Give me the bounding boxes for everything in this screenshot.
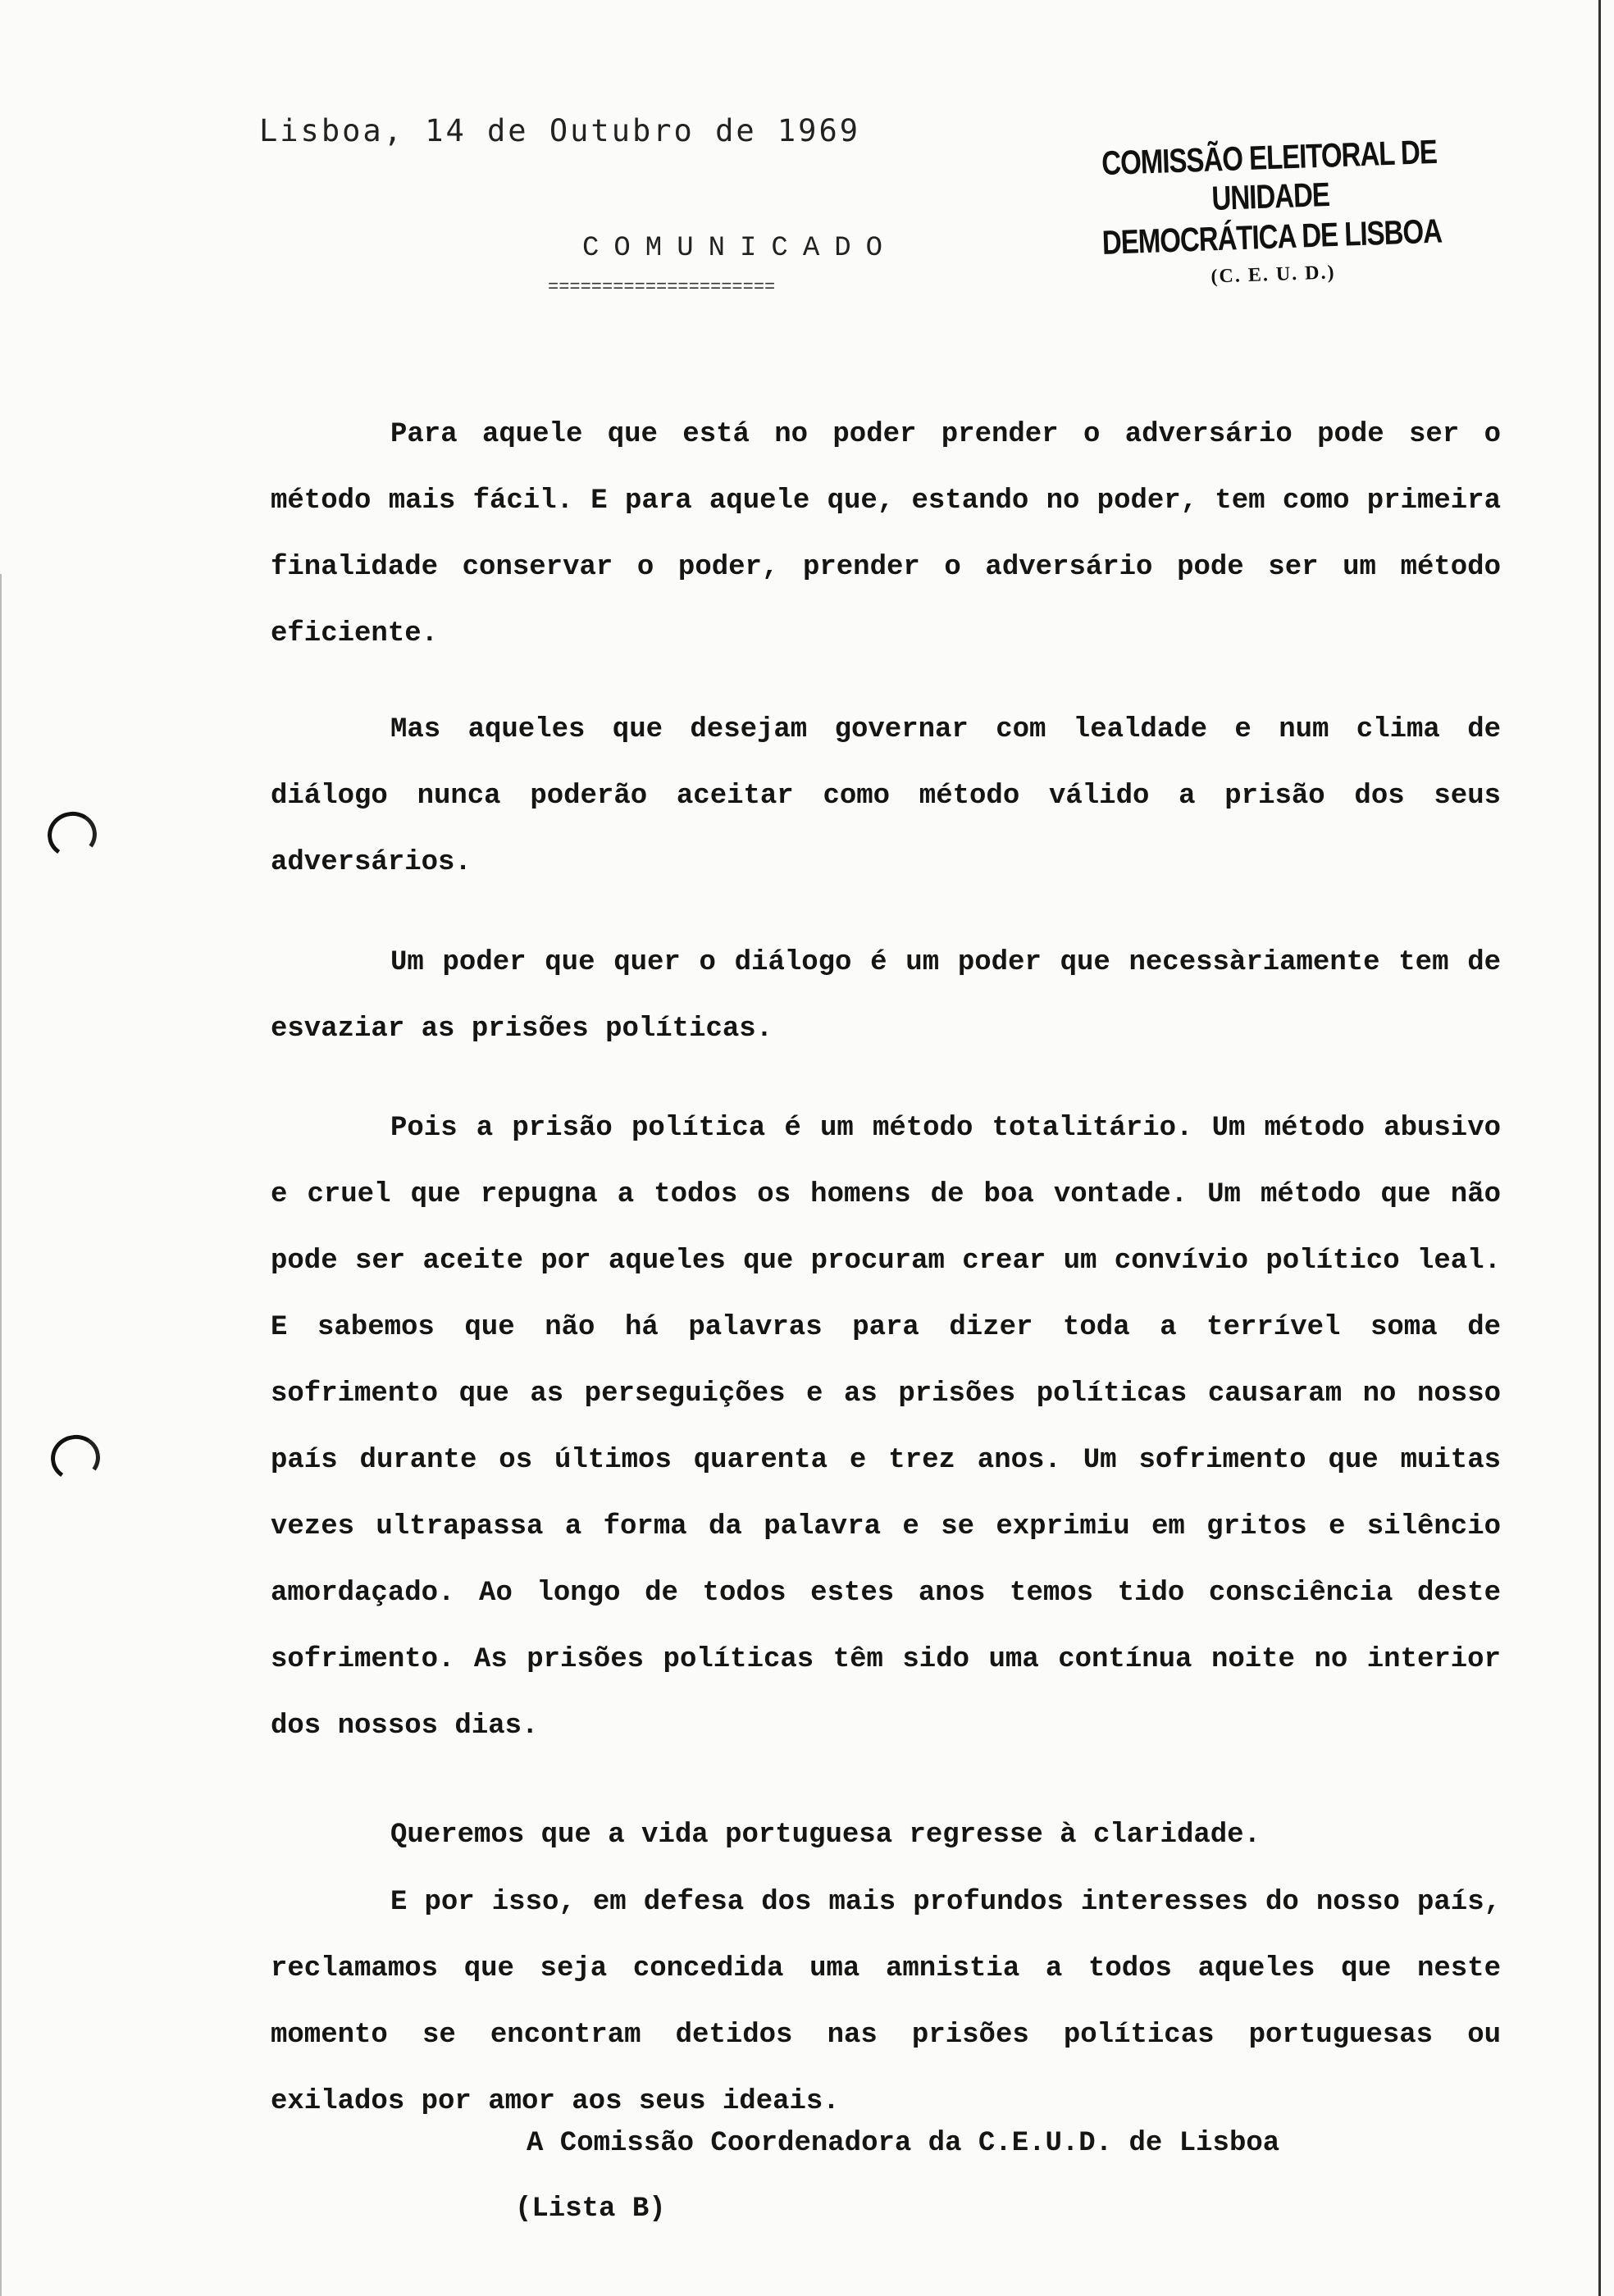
stamp-line-1: COMISSÃO ELEITORAL DE UNIDADE <box>1101 132 1438 217</box>
stamp-line-3: (C. E. U. D.) <box>1210 262 1336 288</box>
paragraph-2: Mas aqueles que desejam governar com lealdade e num clima de diálogo nunca poderão aceitar como método válido a prisão dos seus adversários. <box>271 714 1501 878</box>
paragraph-3: Um poder que quer o diálogo é um poder que necessàriamente tem de esvaziar as prisões políticas. <box>271 947 1501 1045</box>
page-edge-shadow <box>1598 0 1601 2296</box>
paragraph-1: Para aquele que está no poder prender o adversário pode ser o método mais fácil. E para aquele que, estando no poder, tem como primeira finalidade conservar o poder, prender o adversário pode ser um método eficiente. <box>271 419 1501 649</box>
organization-stamp <box>1064 132 1479 293</box>
paragraph-6: E por isso, em defesa dos mais profundos interesses do nosso país, reclamamos que seja concedida uma amnistia a todos aqueles que neste momento se encontram detidos nas prisões políticas portuguesas ou exilados por amor aos seus ideais. <box>271 1887 1501 2117</box>
date-line: Lisboa, 14 de Outubro de 1969 <box>259 113 861 148</box>
stamp-line-2: DEMOCRÁTICA DE LISBOA <box>1101 212 1443 262</box>
page-edge-left <box>0 574 2 2296</box>
signature-line: A Comissão Coordenadora da C.E.U.D. de Lisboa <box>527 2128 1280 2159</box>
punch-hole-bottom <box>48 1431 104 1485</box>
punch-hole-top <box>44 808 101 862</box>
paragraph-5: Queremos que a vida portuguesa regresse à claridade. <box>390 1820 1261 1851</box>
signature-list: (Lista B) <box>515 2194 666 2225</box>
document-heading: COMUNICADO <box>582 233 898 264</box>
heading-underline: ===================== <box>548 277 776 298</box>
paragraph-4: Pois a prisão política é um método totalitário. Um método abusivo e cruel que repugna a todos os homens de boa vontade. Um método que não pode ser aceite por aqueles que procuram crear um convívio político leal. E sabemos que não há palavras para dizer toda a terrível soma de sofrimento que as perseguições e as prisões políticas causaram no nosso país durante os últimos quarenta e trez anos. Um sofrimento que muitas vezes ultrapassa a forma da palavra e se exprimiu em gritos e silêncio amordaçado. Ao longo de todos estes anos temos tido consciência deste sofrimento. As prisões políticas têm sido uma contínua noite no interior dos nossos dias. <box>271 1113 1501 1742</box>
